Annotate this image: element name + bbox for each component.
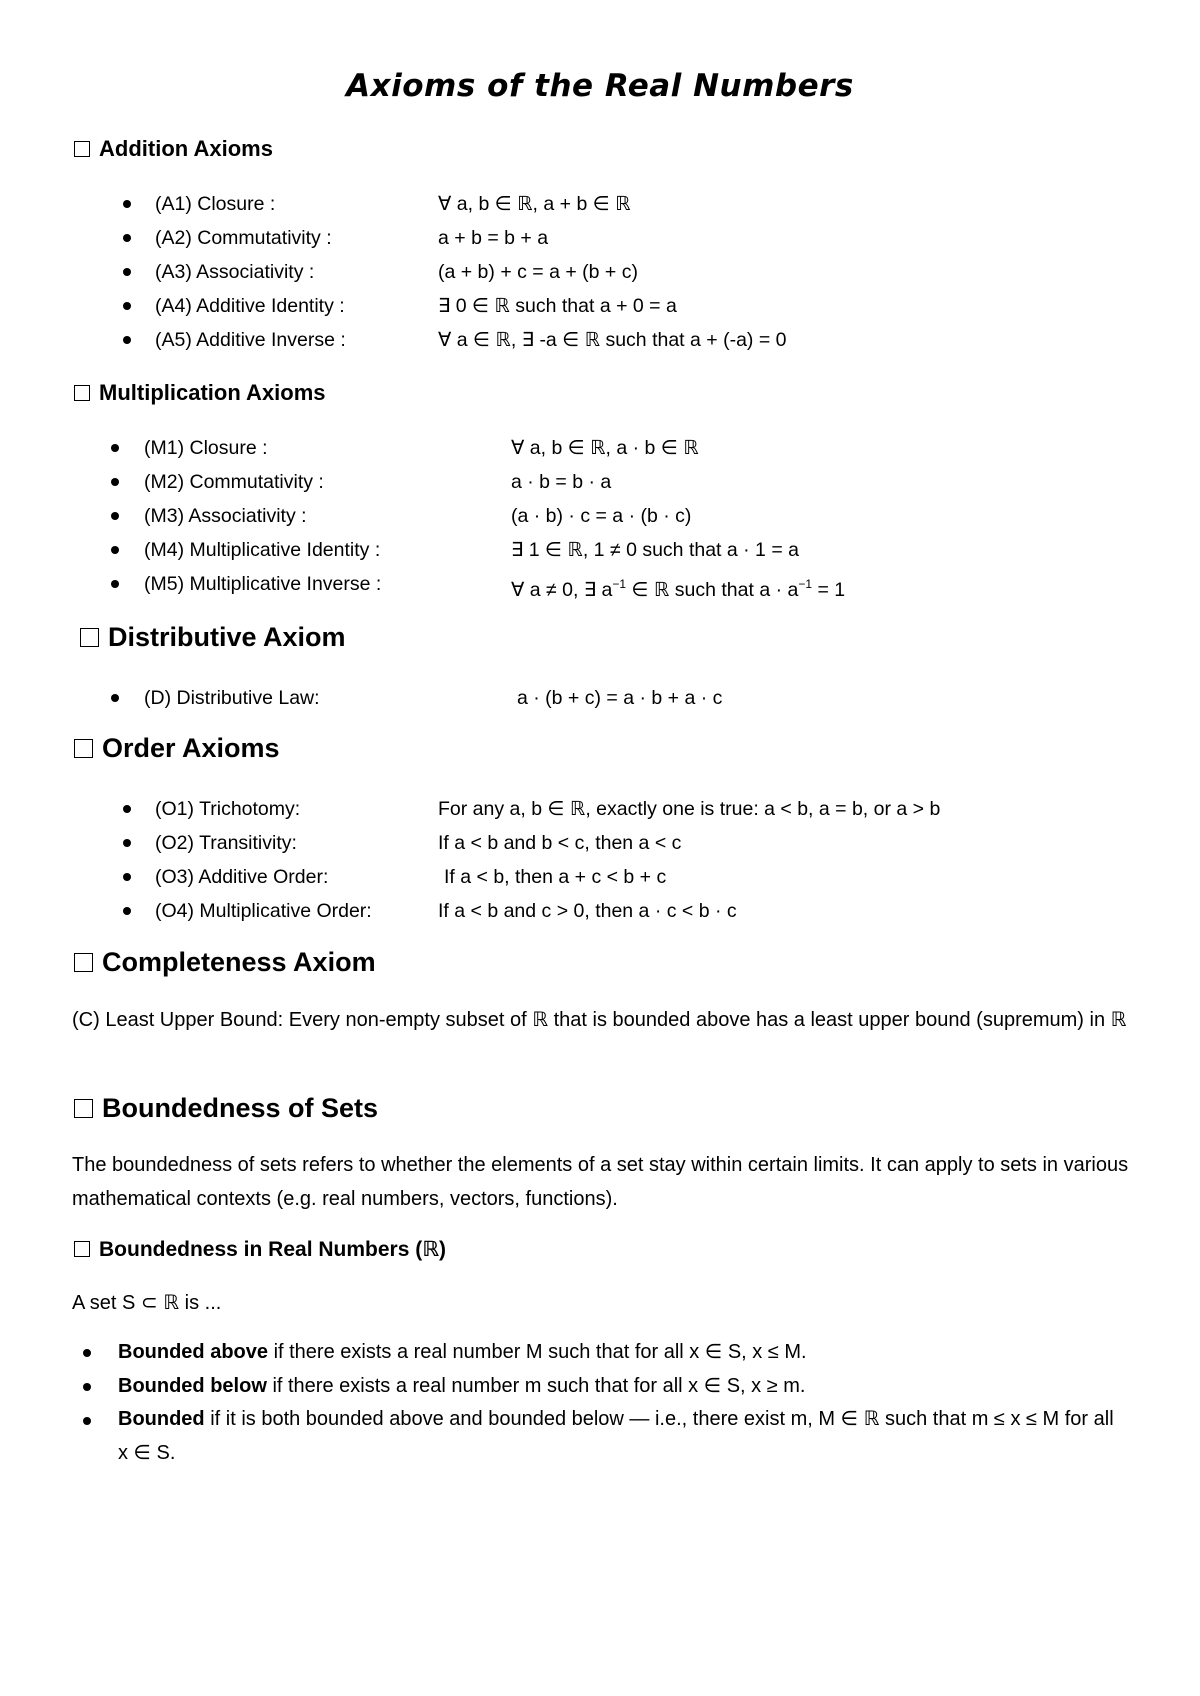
- axiom-formula: (a · b) · c = a · (b · c): [511, 505, 692, 527]
- bounded-item: Bounded below if there exists a real number m such that for all x ∈ S, x ≥ m.: [118, 1375, 806, 1397]
- bullet-icon: [83, 1417, 91, 1425]
- axiom-label: (M3) Associativity :: [144, 505, 307, 527]
- checkbox-icon: [74, 953, 93, 972]
- section-heading-text: Boundedness of Sets: [102, 1093, 379, 1123]
- axiom-formula: If a < b and c > 0, then a · c < b · c: [438, 900, 737, 922]
- axiom-formula: (a + b) + c = a + (b + c): [438, 261, 638, 283]
- section-heading-completeness: [74, 947, 376, 978]
- checkbox-icon: [74, 739, 93, 758]
- axiom-label: (A2) Commutativity :: [155, 227, 332, 249]
- bullet-icon: [123, 234, 131, 242]
- checkbox-icon: [74, 141, 90, 157]
- axiom-formula: For any a, b ∈ ℝ, exactly one is true: a < b, a = b, or a > b: [438, 798, 941, 820]
- axiom-formula: ∃ 1 ∈ ℝ, 1 ≠ 0 such that a · 1 = a: [511, 539, 799, 561]
- checkbox-icon: [74, 1099, 93, 1118]
- checkbox-icon: [74, 1241, 90, 1257]
- bullet-icon: [123, 805, 131, 813]
- axiom-label: (A1) Closure :: [155, 193, 276, 215]
- bounded-item: Bounded if it is both bounded above and bounded below — i.e., there exist m, M ∈ ℝ such that m ≤ x ≤ M for all x ∈ S.: [118, 1408, 1114, 1464]
- section-heading-addition: [74, 136, 273, 162]
- section-heading-text: Multiplication Axioms: [99, 380, 326, 405]
- section-heading-multiplication: [74, 380, 326, 406]
- bullet-icon: [123, 268, 131, 276]
- bullet-icon: [111, 444, 119, 452]
- boundedness-text: The boundedness of sets refers to whether the elements of a set stay within certain limits. It can apply to sets in various mathematical contexts (e.g. real numbers, vectors, functions).: [72, 1154, 1129, 1210]
- axiom-label: (O1) Trichotomy:: [155, 798, 301, 820]
- page-title: Axioms of the Real Numbers: [346, 68, 854, 104]
- bullet-icon: [111, 694, 119, 702]
- bounded-item: Bounded above if there exists a real number M such that for all x ∈ S, x ≤ M.: [118, 1341, 807, 1363]
- axiom-label: (M4) Multiplicative Identity :: [144, 539, 381, 561]
- axiom-label: (A4) Additive Identity :: [155, 295, 345, 317]
- section-heading-text: Boundedness in Real Numbers (ℝ): [99, 1238, 447, 1261]
- axiom-formula: If a < b and b < c, then a < c: [438, 832, 682, 854]
- axiom-formula: ∀ a, b ∈ ℝ, a · b ∈ ℝ: [511, 437, 699, 459]
- axiom-formula: ∀ a ≠ 0, ∃ $a^{-1}$ ∈ ℝ such that $a \cdot a^{-1} = 1$: [511, 577, 846, 601]
- axiom-formula: If a < b, then a + c < b + c: [444, 866, 667, 888]
- axiom-label: (O2) Transitivity:: [155, 832, 297, 854]
- section-heading-text: Distributive Axiom: [108, 622, 346, 652]
- bullet-icon: [123, 302, 131, 310]
- bullet-icon: [111, 580, 119, 588]
- axiom-formula: a · (b + c) = a · b + a · c: [517, 687, 723, 709]
- section-heading-boundedness: [74, 1093, 378, 1124]
- section-heading-order: [74, 733, 280, 764]
- axiom-formula: a + b = b + a: [438, 227, 549, 249]
- checkbox-icon: [74, 385, 90, 401]
- section-heading-text: Completeness Axiom: [102, 947, 376, 977]
- bullet-icon: [123, 200, 131, 208]
- axiom-label: (O4) Multiplicative Order:: [155, 900, 372, 922]
- section-heading-text: Addition Axioms: [99, 136, 273, 161]
- axiom-label: (M1) Closure :: [144, 437, 268, 459]
- bullet-icon: [83, 1383, 91, 1391]
- axiom-label: (O3) Additive Order:: [155, 866, 329, 888]
- bullet-icon: [123, 873, 131, 881]
- axiom-label: (M5) Multiplicative Inverse :: [144, 573, 382, 595]
- bullet-icon: [111, 478, 119, 486]
- completeness-text: (C) Least Upper Bound: Every non-empty subset of ℝ that is bounded above has a least upper bound (supremum) in ℝ: [72, 1009, 1127, 1031]
- section-heading-bounded-real: [74, 1237, 446, 1262]
- section-heading-text: Order Axioms: [102, 733, 280, 763]
- axiom-label: (A3) Associativity :: [155, 261, 315, 283]
- axiom-label: (M2) Commutativity :: [144, 471, 324, 493]
- axiom-formula: a · b = b · a: [511, 471, 612, 493]
- checkbox-icon: [80, 628, 99, 647]
- bullet-icon: [111, 512, 119, 520]
- bullet-icon: [111, 546, 119, 554]
- bounded-real-intro: A set S ⊂ ℝ is ...: [72, 1292, 222, 1314]
- axiom-formula: ∀ a ∈ ℝ, ∃ -a ∈ ℝ such that a + (-a) = 0: [438, 329, 787, 351]
- axiom-formula: ∀ a, b ∈ ℝ, a + b ∈ ℝ: [438, 193, 631, 215]
- section-heading-distributive: [80, 622, 346, 653]
- bullet-icon: [123, 839, 131, 847]
- bullet-icon: [123, 336, 131, 344]
- bullet-icon: [123, 907, 131, 915]
- axiom-label: (D) Distributive Law:: [144, 687, 320, 709]
- bullet-icon: [83, 1349, 91, 1357]
- axiom-label: (A5) Additive Inverse :: [155, 329, 346, 351]
- axiom-formula: ∃ 0 ∈ ℝ such that a + 0 = a: [438, 295, 677, 317]
